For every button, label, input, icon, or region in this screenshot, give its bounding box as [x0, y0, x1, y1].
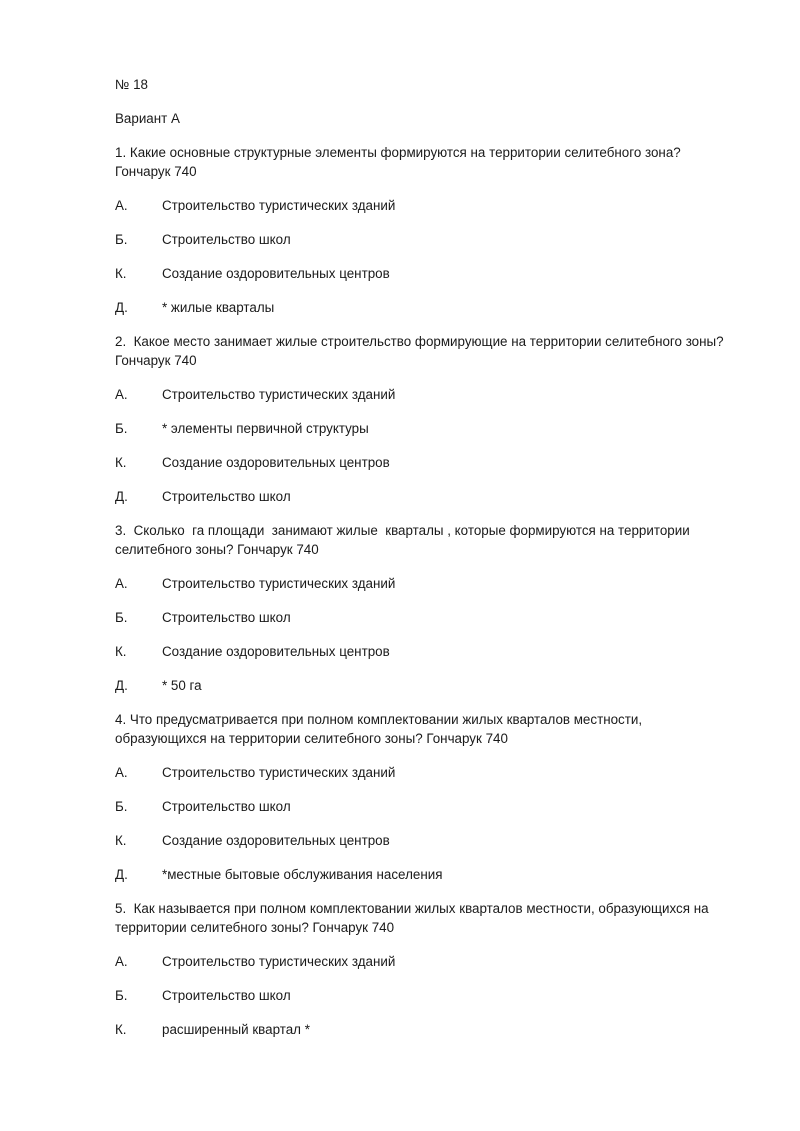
answer-option [115, 487, 735, 506]
option-text: Строительство туристических зданий [162, 198, 396, 213]
option-text: Строительство школ [162, 988, 291, 1003]
option-letter: А. [115, 576, 128, 591]
option-text: Создание оздоровительных центров [162, 455, 390, 470]
option-text: Строительство туристических зданий [162, 954, 396, 969]
option-text: Строительство школ [162, 610, 291, 625]
question-text: 3. Сколько га площади занимают жилые кварталы , которые формируются на территории селитебного зоны? Гончарук 740 [115, 523, 694, 557]
option-text: * жилые кварталы [162, 300, 275, 315]
option-text: *местные бытовые обслуживания населения [162, 867, 443, 882]
option-letter: Б. [115, 988, 128, 1003]
option-text: Создание оздоровительных центров [162, 266, 390, 281]
option-text: Строительство туристических зданий [162, 576, 396, 591]
option-letter: Б. [115, 799, 128, 814]
option-text: Строительство школ [162, 489, 291, 504]
option-text: Строительство школ [162, 799, 291, 814]
answer-option [115, 230, 735, 249]
option-text: * элементы первичной структуры [162, 421, 369, 436]
option-letter: К. [115, 644, 127, 659]
option-letter: Д. [115, 300, 128, 315]
answer-option [115, 453, 735, 472]
answer-option [115, 264, 735, 283]
option-letter: А. [115, 198, 128, 213]
option-text: расширенный квартал * [162, 1022, 310, 1037]
option-letter: Б. [115, 421, 128, 436]
question-block-3 [115, 521, 735, 695]
question-text: 5. Как называется при полном комплектовании жилых кварталов местности, образующихся на территории селитебного зоны? Гончарук 740 [115, 901, 713, 935]
option-letter: Д. [115, 489, 128, 504]
answer-option [115, 385, 735, 404]
question-block-2 [115, 332, 735, 506]
answer-option [115, 196, 735, 215]
variant-label: Вариант А [115, 111, 180, 126]
answer-option [115, 419, 735, 438]
question-text: 1. Какие основные структурные элементы формируются на территории селитебного зона? Гончарук 740 [115, 145, 685, 179]
question-text: 2. Какое место занимает жилые строительство формирующие на территории селитебного зоны? Гончарук 740 [115, 334, 728, 368]
answer-option [115, 574, 735, 593]
answer-option [115, 986, 735, 1005]
question-block-4 [115, 710, 735, 884]
option-letter: Д. [115, 678, 128, 693]
question-block-5 [115, 899, 735, 1039]
option-text: Строительство туристических зданий [162, 387, 396, 402]
option-letter: Б. [115, 610, 128, 625]
option-text: Создание оздоровительных центров [162, 833, 390, 848]
answer-option [115, 608, 735, 627]
option-letter: А. [115, 765, 128, 780]
option-letter: А. [115, 387, 128, 402]
answer-option [115, 952, 735, 971]
question-text: 4. Что предусматривается при полном комплектовании жилых кварталов местности, образующихся на территории селитебного зоны? Гончарук 740 [115, 712, 646, 746]
question-block-1 [115, 143, 735, 317]
option-letter: К. [115, 1022, 127, 1037]
answer-option [115, 865, 735, 884]
option-letter: К. [115, 266, 127, 281]
answer-option [115, 797, 735, 816]
option-letter: Б. [115, 232, 128, 247]
document-number: № 18 [115, 77, 148, 92]
option-text: Строительство школ [162, 232, 291, 247]
answer-option [115, 676, 735, 695]
answer-option [115, 1020, 735, 1039]
answer-option [115, 642, 735, 661]
option-letter: А. [115, 954, 128, 969]
document-body [115, 75, 735, 1054]
option-text: Создание оздоровительных центров [162, 644, 390, 659]
option-letter: К. [115, 833, 127, 848]
option-letter: К. [115, 455, 127, 470]
answer-option [115, 298, 735, 317]
answer-option [115, 763, 735, 782]
option-text: Строительство туристических зданий [162, 765, 396, 780]
option-letter: Д. [115, 867, 128, 882]
answer-option [115, 831, 735, 850]
option-text: * 50 га [162, 678, 202, 693]
